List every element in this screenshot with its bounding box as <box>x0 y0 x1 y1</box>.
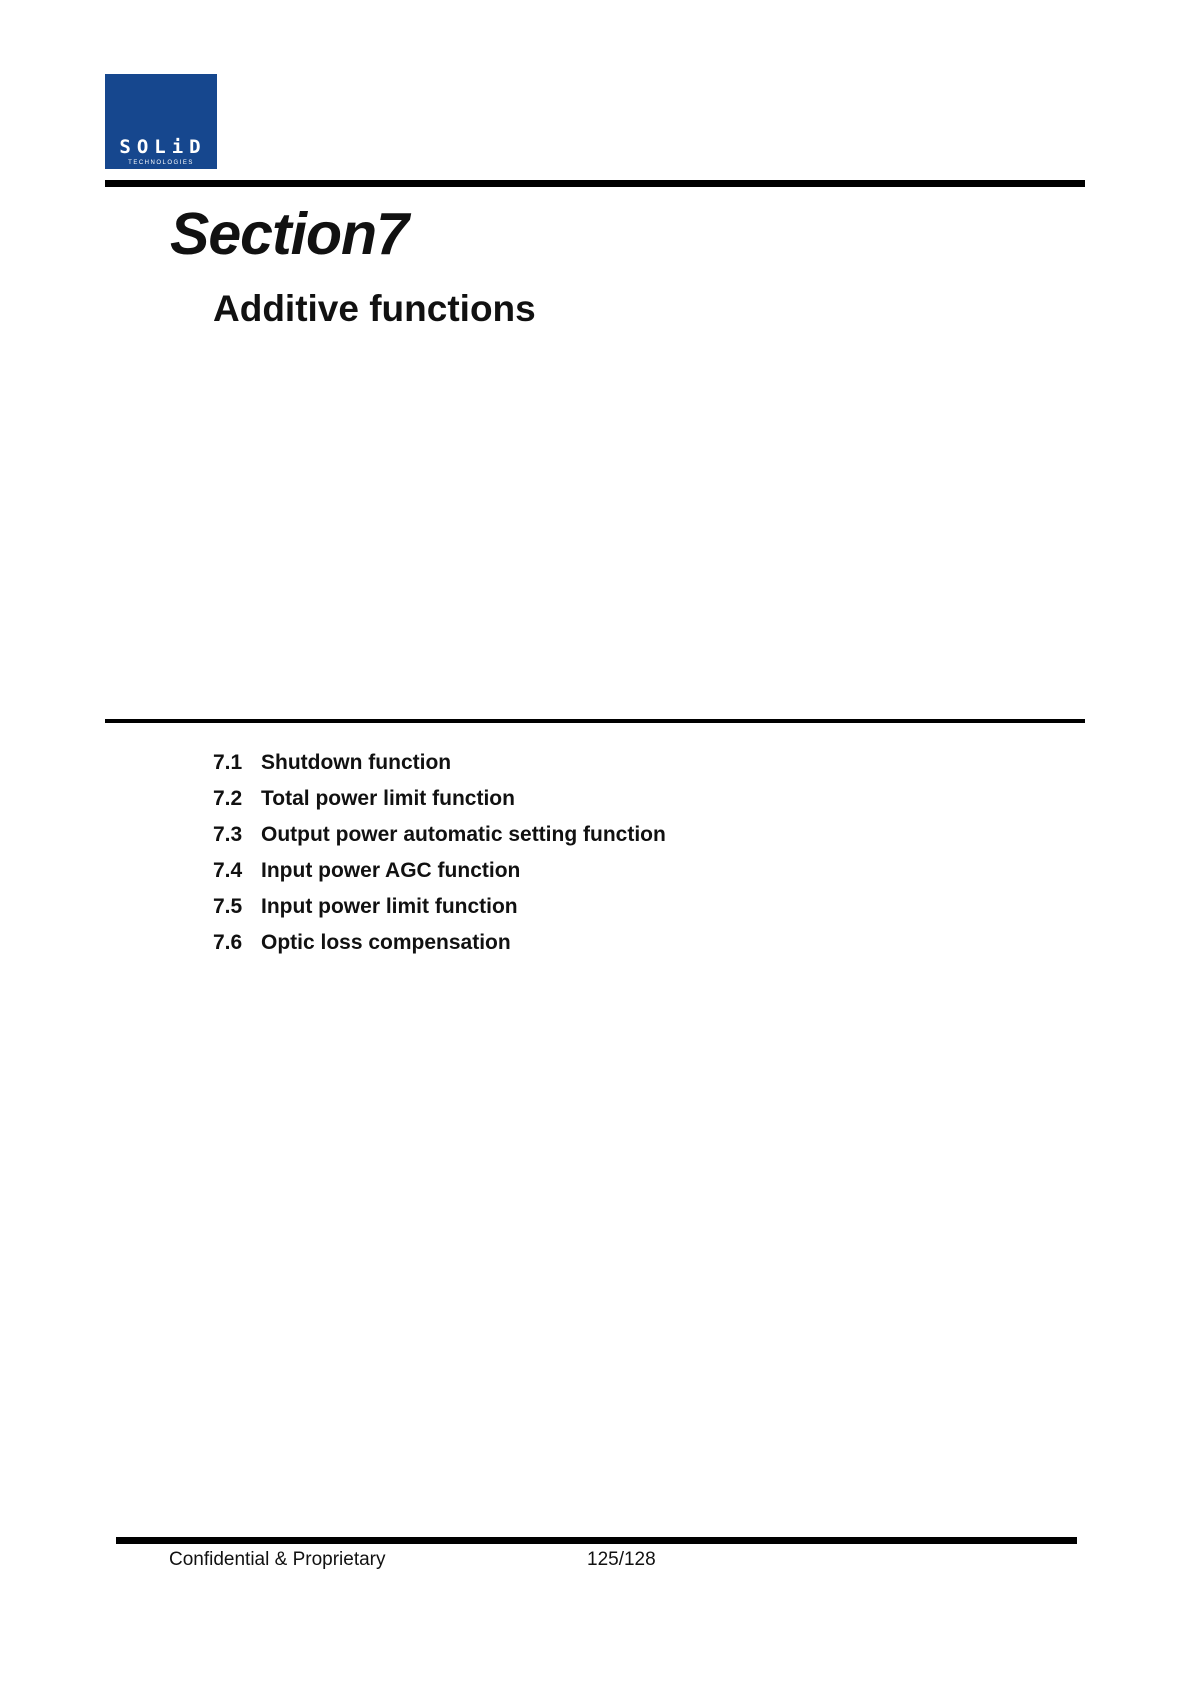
section-title: Section7 <box>170 201 408 267</box>
toc-number: 7.1 <box>213 751 243 774</box>
contents-rule <box>105 719 1085 723</box>
toc-label: Total power limit function <box>261 787 515 810</box>
toc-number: 7.5 <box>213 895 243 918</box>
toc-number: 7.6 <box>213 931 243 954</box>
toc-label: Output power automatic setting function <box>261 823 666 846</box>
page-number: 125/128 <box>587 1549 656 1570</box>
toc-number: 7.4 <box>213 859 243 882</box>
toc-label: Input power AGC function <box>261 859 521 882</box>
toc-label: Input power limit function <box>261 895 518 918</box>
logo-brand: SOLiD <box>119 136 207 158</box>
footer-confidential: Confidential & Proprietary <box>169 1549 386 1570</box>
header-rule <box>105 180 1085 187</box>
toc-label: Optic loss compensation <box>261 931 511 954</box>
toc-item[interactable] <box>213 889 666 925</box>
toc-label: Shutdown function <box>261 751 452 774</box>
toc-number: 7.3 <box>213 823 243 846</box>
toc-item[interactable] <box>213 781 666 817</box>
toc-item[interactable] <box>213 817 666 853</box>
toc-item[interactable] <box>213 745 666 781</box>
toc-number: 7.2 <box>213 787 243 810</box>
toc-item[interactable] <box>213 853 666 889</box>
section-subtitle: Additive functions <box>213 288 536 329</box>
footer-rule <box>116 1537 1077 1544</box>
solid-logo <box>105 74 217 169</box>
table-of-contents <box>213 745 666 961</box>
logo-subtitle: TECHNOLOGIES <box>128 160 194 166</box>
toc-item[interactable] <box>213 925 666 961</box>
